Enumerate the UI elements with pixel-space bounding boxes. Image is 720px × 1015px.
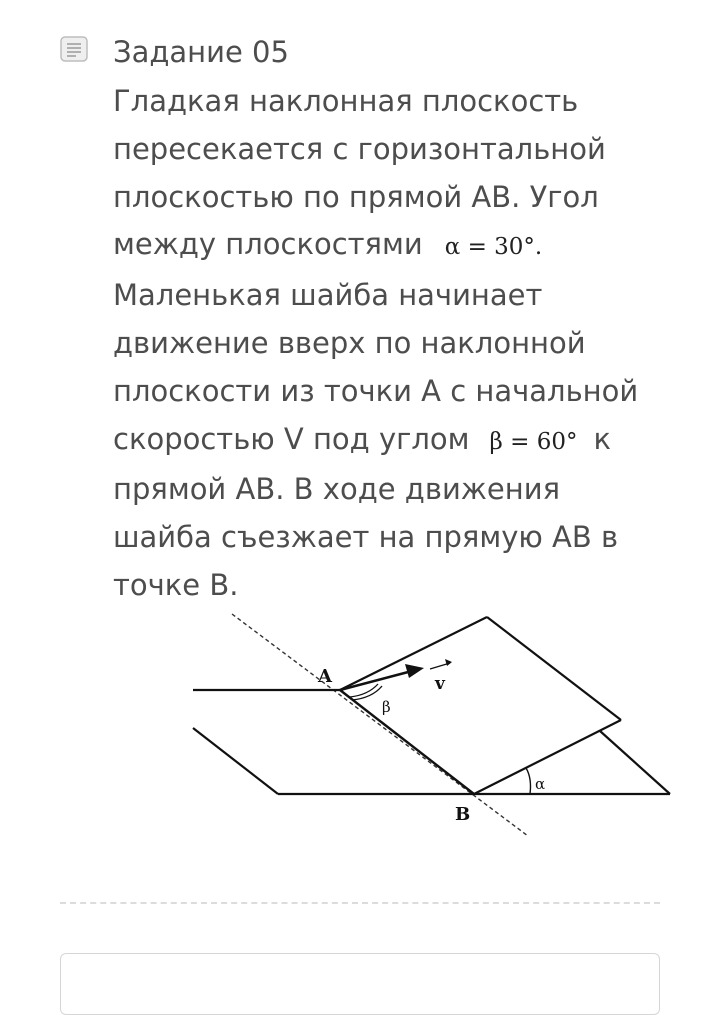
task-line-with-alpha (113, 221, 713, 272)
velocity-arrowhead (405, 664, 424, 678)
triangle-side (600, 731, 670, 794)
task-line: плоскости из точки А с начальной (113, 373, 639, 408)
velocity-arrow (340, 671, 412, 690)
task-line-with-beta (113, 416, 713, 467)
task-line-text: к (593, 421, 611, 456)
incline-far-edge (487, 617, 621, 720)
section-divider (60, 902, 660, 904)
task-line: пересекается с горизонтальной (113, 131, 606, 166)
label-b: B (455, 804, 471, 825)
task-line: прямой АВ. В ходе движения (113, 472, 561, 507)
label-a: A (318, 666, 332, 687)
task-title: Задание 05 (113, 35, 289, 69)
task-line: Гладкая наклонная плоскость (113, 84, 579, 118)
document-icon (60, 36, 88, 62)
beta-formula: β = 60° (489, 428, 578, 455)
task-line: движение вверх по наклонной (113, 325, 586, 360)
incline-bottom-edge (474, 720, 621, 794)
task-line: плоскостью по прямой АВ. Угол (113, 179, 599, 214)
answer-input-box[interactable] (60, 953, 660, 1015)
task-text (113, 78, 713, 610)
label-v: v (435, 674, 445, 694)
alpha-arc (526, 768, 531, 794)
line-ab (340, 690, 474, 794)
alpha-formula: α = 30°. (444, 234, 543, 261)
horizontal-plane-left-edge (193, 728, 278, 794)
label-beta: β (382, 698, 391, 716)
task-line: шайба съезжает на прямую АВ в (113, 520, 619, 555)
task-line: точке В. (113, 567, 239, 602)
beta-arc (352, 686, 382, 700)
task-line: Маленькая шайба начинает (113, 278, 543, 313)
task-line-text: скоростью V под углом (113, 421, 470, 456)
inclined-plane-diagram (0, 600, 720, 850)
label-alpha: α (535, 775, 546, 793)
task-line-text: между плоскостями (113, 227, 423, 262)
incline-top-edge (340, 617, 487, 690)
vector-mark-head (445, 659, 452, 666)
line-ab-extension (232, 614, 528, 836)
